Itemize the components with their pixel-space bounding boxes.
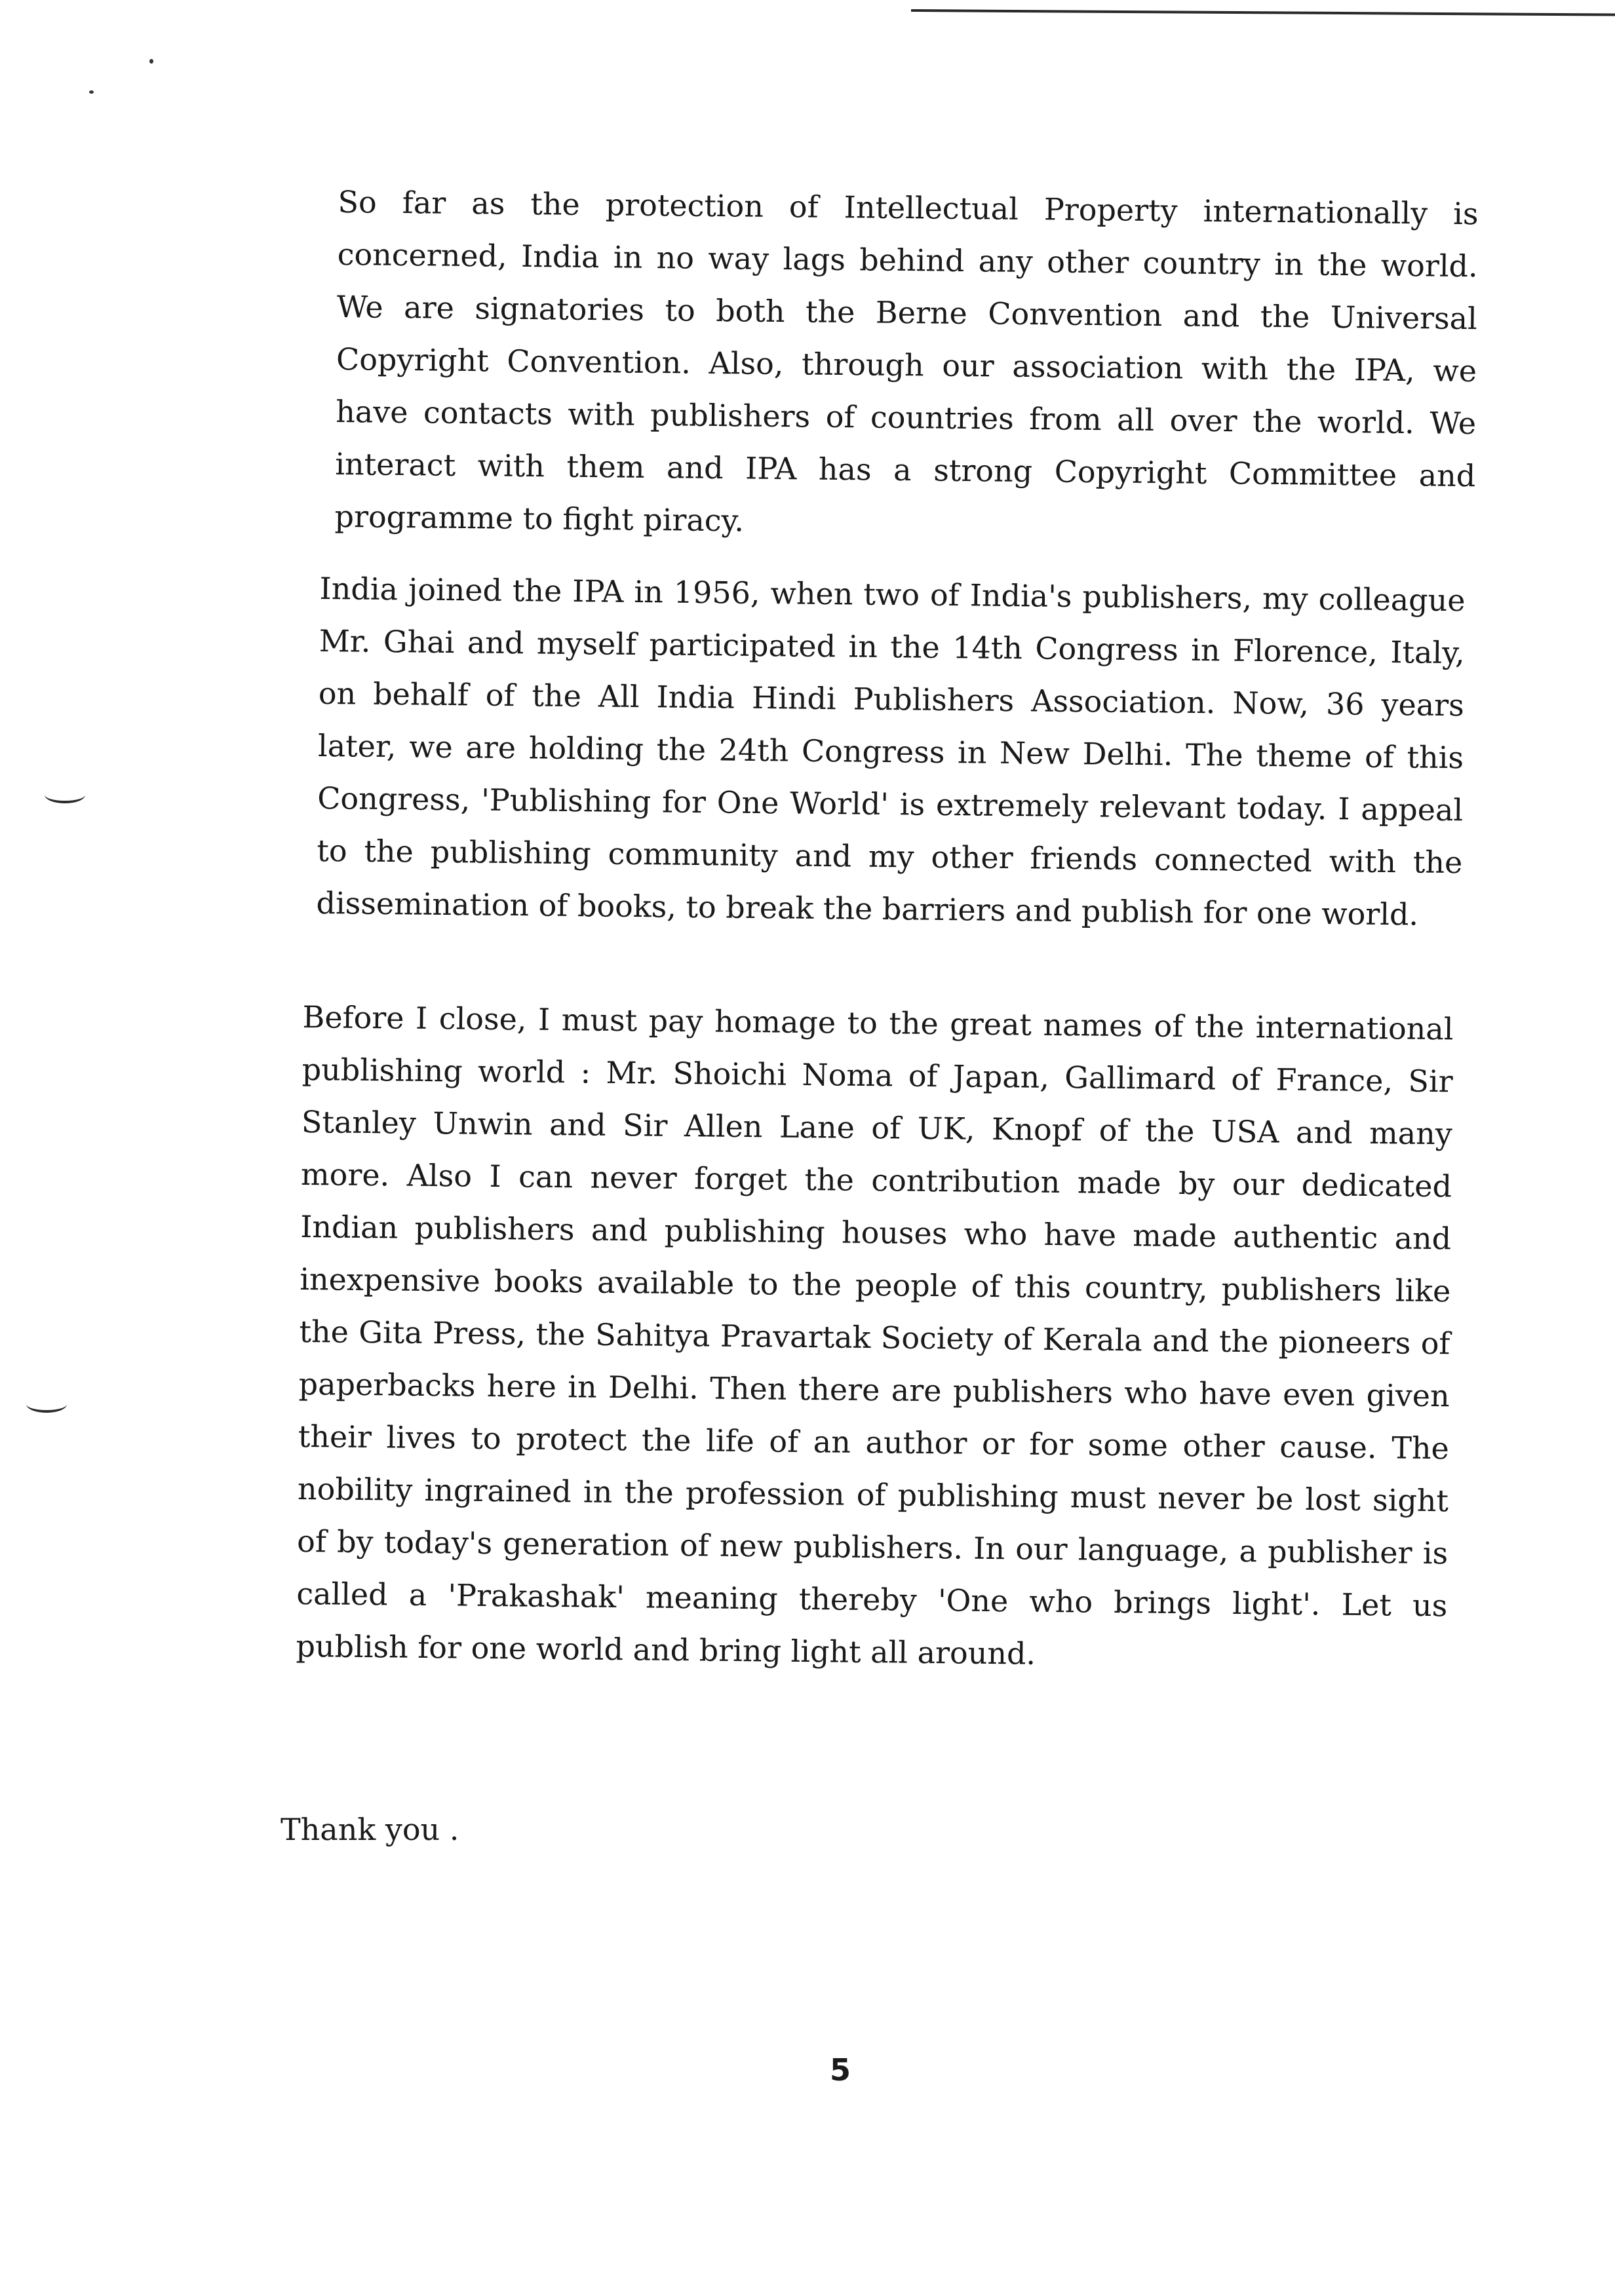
scan-speck <box>89 90 94 94</box>
closing-line: Thank you . <box>281 1812 459 1847</box>
body-paragraph: India joined the IPA in 1956, when two of India's publishers, my colleague Mr. Ghai and myself participated in the 14th Congress in Florence, Italy, on behalf of the All India Hindi Publishers Association. Now, 36 years later, we are holding the 24th Congress in New Delhi. The theme of this Congress, 'Publishing for One World' is extremely relevant today. I appeal to the publishing community and my other friends connected with the dissemination of books, to break the barriers and publish for one world. <box>316 570 1466 932</box>
body-paragraph: Before I close, I must pay homage to the great names of the international publishing world : Mr. Shoichi Noma of Japan, Gallimard of France, Sir Stanley Unwin and Sir Allen Lane of UK, Knopf of the USA and many more. Also I can never forget the contribution made by our dedicated Indian publishers and publishing houses who have made authentic and inexpensive books available to the people of this country, publishers like the Gita Press, the Sahitya Pravartak Society of Kerala and the pioneers of paperbacks here in Delhi. Then there are publishers who have even given their lives to protect the life of an author or for some other cause. The nobility ingrained in the profession of publishing must never be lost sight of by today's generation of new publishers. In our language, a publisher is called a 'Prakashak' meaning thereby 'One who brings light'. Let us publish for one world and bring light all around. <box>296 999 1454 1672</box>
punch-hole-mark <box>26 1396 67 1413</box>
scan-speck <box>149 59 153 64</box>
body-paragraph: So far as the protection of Intellectual Property internationally is concerned, India in no way lags behind any other country in the world. We are signatories to both the Berne Convention and the Universal Copyright Convention. Also, through our association with the IPA, we have contacts with publishers of countries from all over the world. We interact with them and IPA has a strong Copyright Committee and programme to fight piracy. <box>334 183 1479 539</box>
scan-edge-line <box>911 9 1615 16</box>
punch-hole-mark <box>45 786 85 803</box>
page-number: 5 <box>830 2052 851 2088</box>
